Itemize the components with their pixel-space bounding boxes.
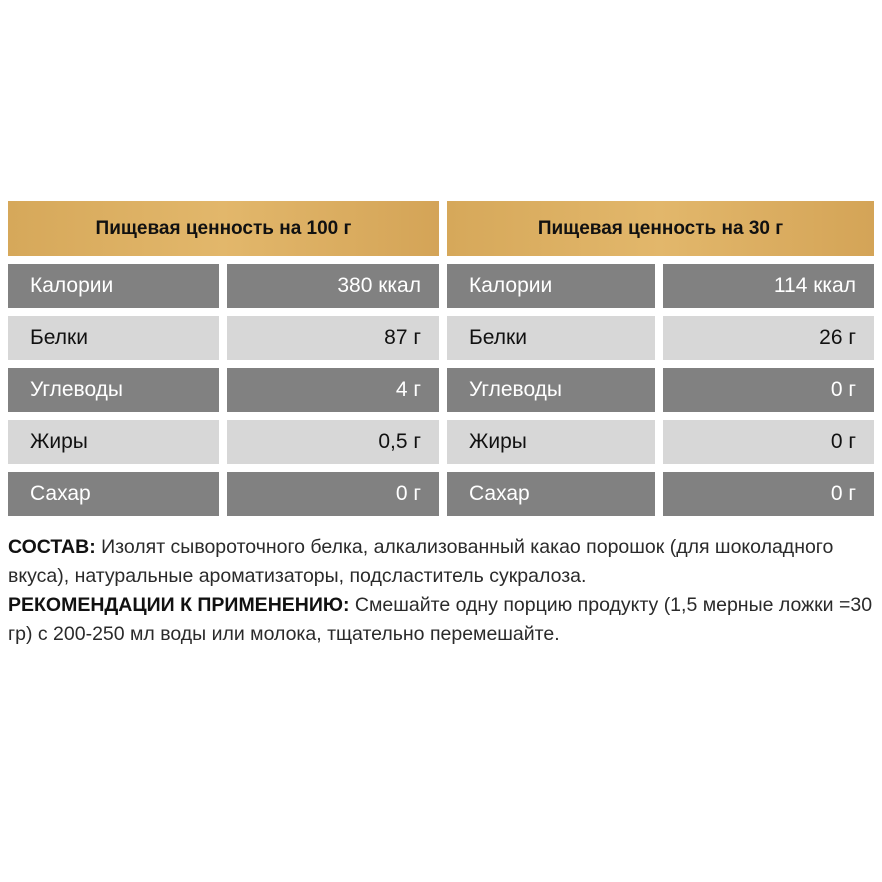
row-label: Калории [447,264,655,308]
row-value: 0 г [227,472,439,516]
table-row-sugar [447,472,874,516]
table-rows [8,264,439,516]
table-row-calories [447,264,874,308]
table-row-carbs [447,368,874,412]
row-value: 380 ккал [227,264,439,308]
usage-label: РЕКОМЕНДАЦИИ К ПРИМЕНЕНИЮ: [8,594,350,616]
row-value: 26 г [663,316,874,360]
row-value: 0,5 г [227,420,439,464]
row-label: Сахар [8,472,219,516]
row-value: 0 г [663,368,874,412]
table-row-fat [447,420,874,464]
table-row-protein [447,316,874,360]
usage-text: Смешайте одну порцию продукту (1,5 мерные ложки =30 гр) с 200-250 мл воды или молока, тщательно перемешайте. [8,594,873,645]
row-label: Жиры [8,420,219,464]
table-header: Пищевая ценность на 100 г [8,201,439,256]
table-header: Пищевая ценность на 30 г [447,201,874,256]
composition-paragraph [8,533,876,591]
row-label: Калории [8,264,219,308]
row-value: 4 г [227,368,439,412]
row-label: Сахар [447,472,655,516]
nutrition-table-100g [8,201,439,524]
row-value: 0 г [663,420,874,464]
product-description [8,533,876,649]
table-row-fat [8,420,439,464]
row-value: 87 г [227,316,439,360]
nutrition-table-30g [447,201,874,524]
row-label: Белки [447,316,655,360]
table-row-carbs [8,368,439,412]
table-row-sugar [8,472,439,516]
table-row-protein [8,316,439,360]
usage-paragraph [8,591,876,649]
row-label: Углеводы [447,368,655,412]
row-label: Белки [8,316,219,360]
row-label: Жиры [447,420,655,464]
row-value: 114 ккал [663,264,874,308]
row-label: Углеводы [8,368,219,412]
composition-text: Изолят сывороточного белка, алкализованный какао порошок (для шоколадного вкуса), натуральные ароматизаторы, подсластитель сукралоза. [8,536,834,587]
composition-label: СОСТАВ: [8,536,96,558]
table-rows [447,264,874,516]
table-row-calories [8,264,439,308]
row-value: 0 г [663,472,874,516]
